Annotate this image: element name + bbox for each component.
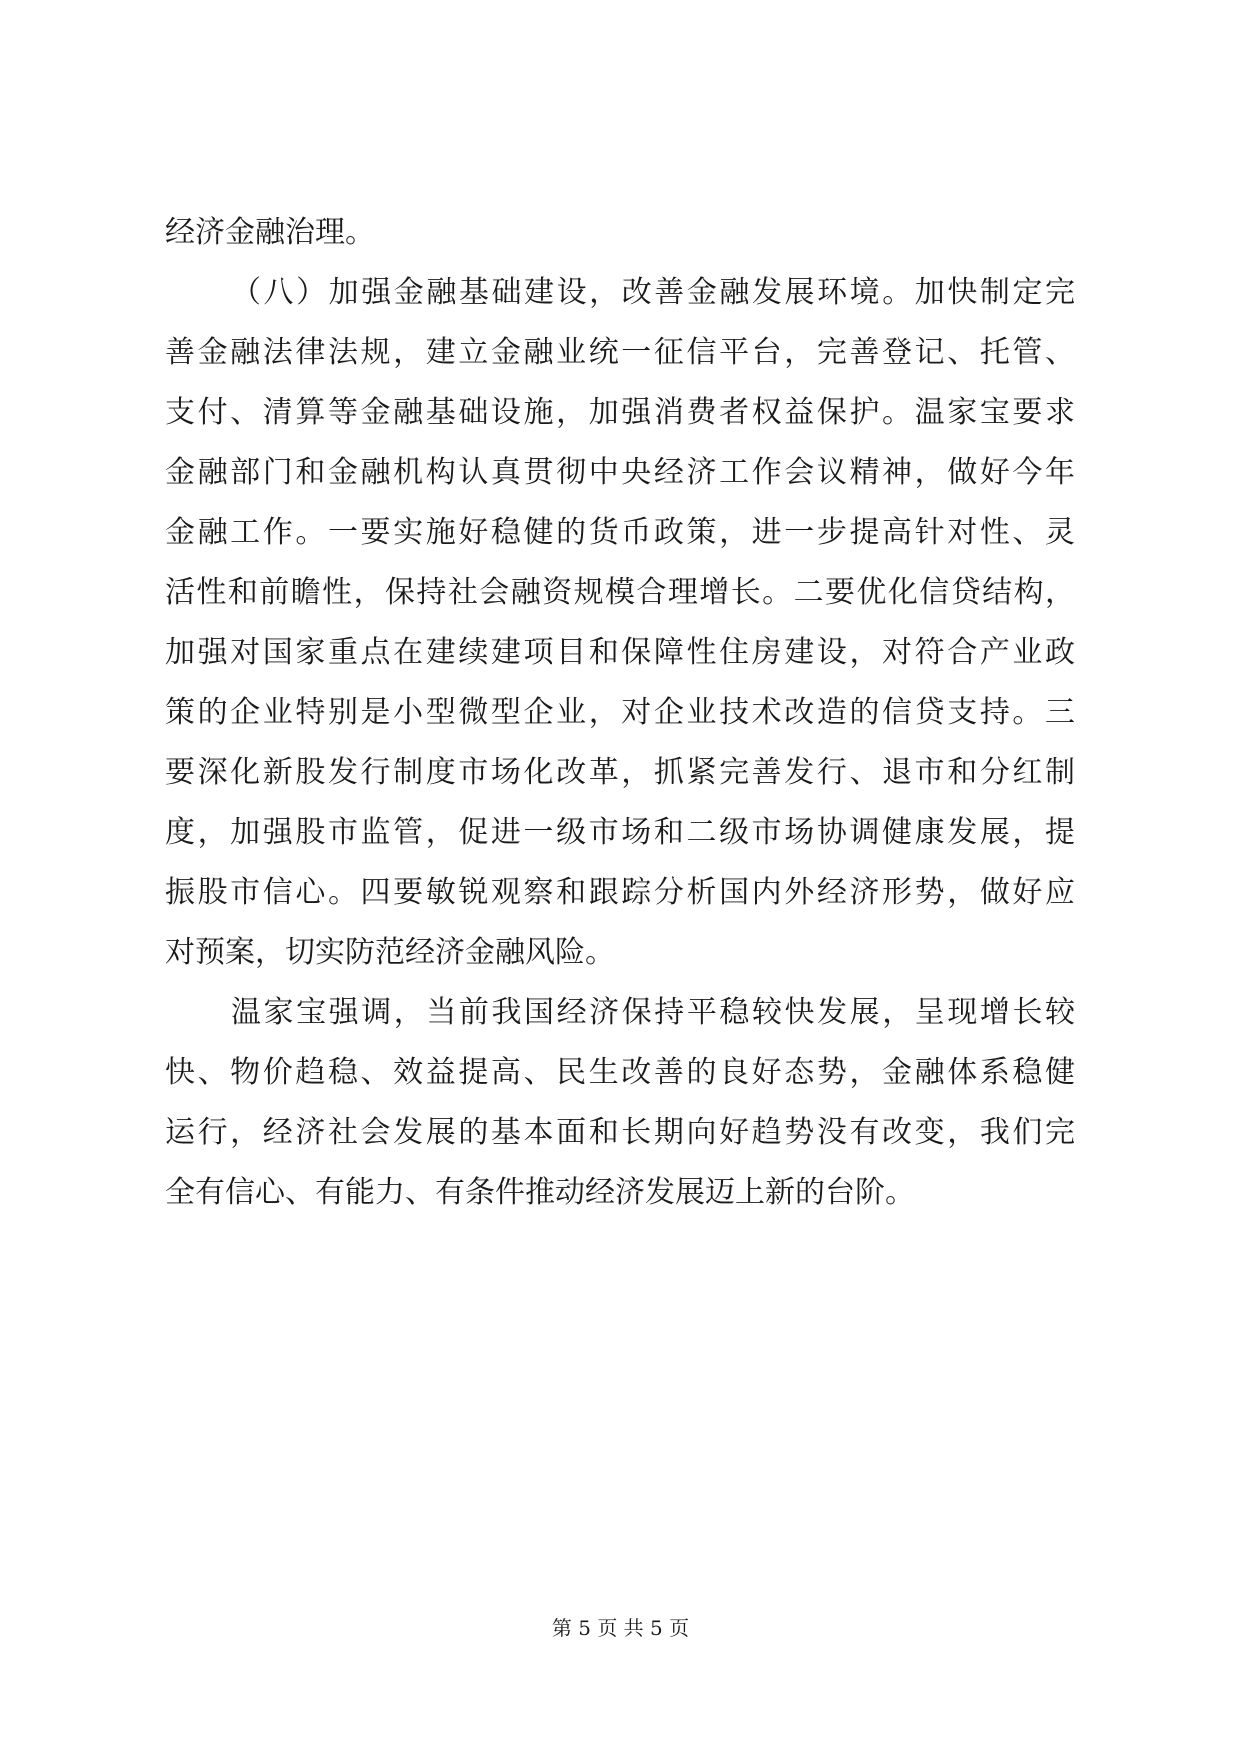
text-line: 支付、清算等金融基础设施，加强消费者权益保护。温家宝要求 (165, 395, 1075, 430)
text-line: 运行，经济社会发展的基本面和长期向好趋势没有改变，我们完 (165, 1115, 1075, 1150)
text-line: 振股市信心。四要敏锐观察和跟踪分析国内外经济形势，做好应 (165, 875, 1075, 910)
paragraph-start-line: （八）加强金融基础建设，改善金融发展环境。加快制定完 (231, 275, 1075, 310)
text-line: 金融工作。一要实施好稳健的货币政策，进一步提高针对性、灵 (165, 515, 1075, 550)
text-line: 快、物价趋稳、效益提高、民生改善的良好态势，金融体系稳健 (165, 1055, 1075, 1090)
text-line: 经济金融治理。 (165, 215, 375, 250)
text-line: 全有信心、有能力、有条件推动经济发展迈上新的台阶。 (165, 1175, 915, 1210)
text-line: 要深化新股发行制度市场化改革，抓紧完善发行、退市和分红制 (165, 755, 1075, 790)
text-line: 金融部门和金融机构认真贯彻中央经济工作会议精神，做好今年 (165, 455, 1075, 490)
text-line: 对预案，切实防范经济金融风险。 (165, 935, 615, 970)
document-body (165, 203, 1075, 1223)
text-line: 加强对国家重点在建续建项目和保障性住房建设，对符合产业政 (165, 635, 1075, 670)
text-line: 策的企业特别是小型微型企业，对企业技术改造的信贷支持。三 (165, 695, 1075, 730)
text-line: 活性和前瞻性，保持社会融资规模合理增长。二要优化信贷结构， (165, 575, 1075, 610)
text-line: 度，加强股市监管，促进一级市场和二级市场协调健康发展，提 (165, 815, 1075, 850)
text-line: 善金融法律法规，建立金融业统一征信平台，完善登记、托管、 (165, 335, 1075, 370)
page-number-footer: 第 5 页 共 5 页 (551, 1616, 690, 1640)
paragraph-start-line: 温家宝强调，当前我国经济保持平稳较快发展，呈现增长较 (231, 995, 1075, 1030)
